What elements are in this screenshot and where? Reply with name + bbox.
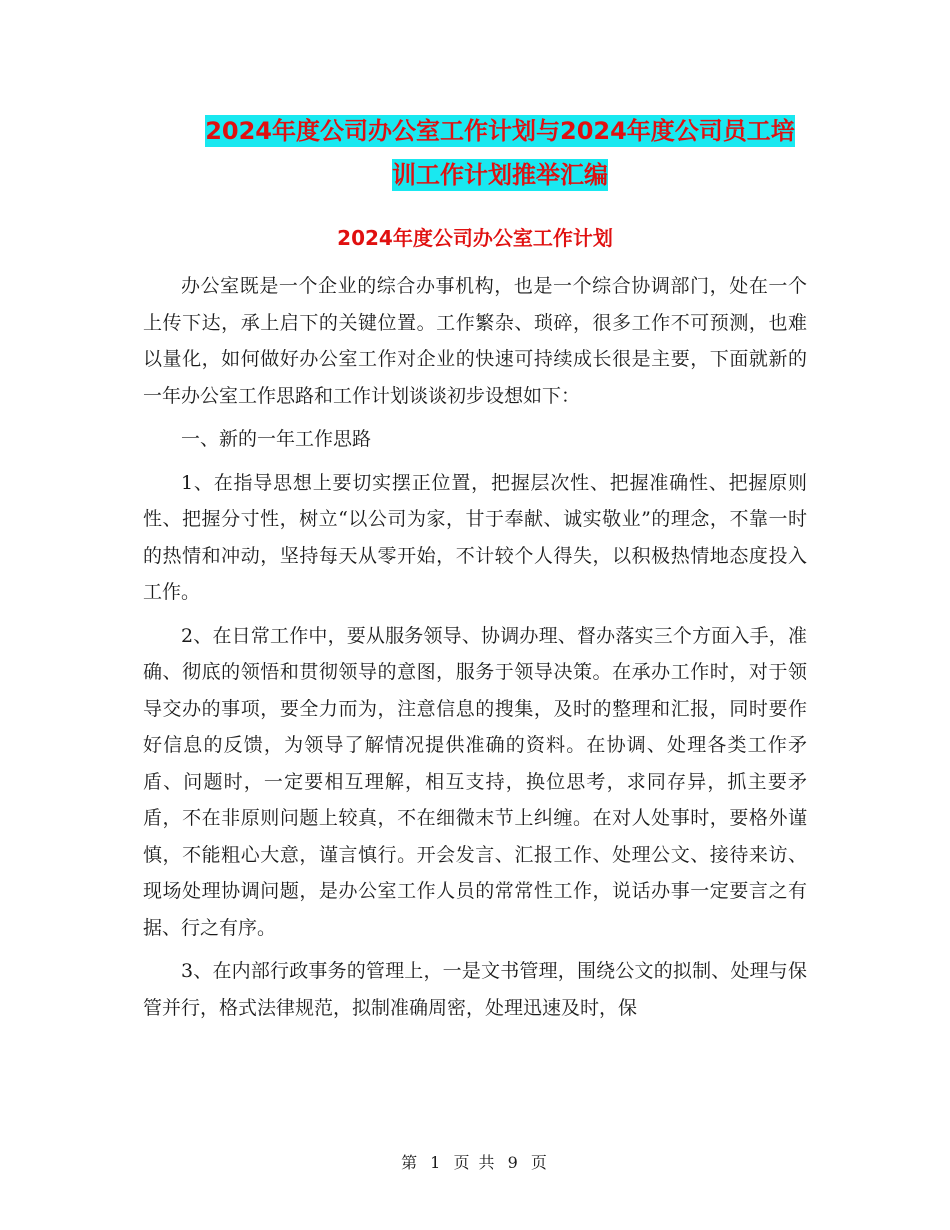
title-highlight: 训工作计划推举汇编 [392, 161, 608, 189]
page-current-number: 1 [430, 1153, 443, 1172]
paragraph-item-2: 2、在日常工作中，要从服务领导、协调办理、督办落实三个方面入手，准确、彻底的领悟和贯彻领导的意图，服务于领导决策。在承办工作时，对于领导交办的事项，要全力而为，注意信息的搜集，及时的整理和汇报，同时要作好信息的反馈，为领导了解情况提供准确的资料。在协调、处理各类工作矛盾、问题时，一定要相互理解，相互支持，换位思考，求同存异，抓主要矛盾，不在非原则问题上较真，不在细微末节上纠缠。在对人处事时，要格外谨慎，不能粗心大意，谨言慎行。开会发言、汇报工作、处理公文、接待来访、现场处理协调问题，是办公室工作人员的常常性工作，说话办事一定要言之有据、行之有序。 [143, 624, 807, 939]
paragraph-heading-1: 一、新的一年工作思路 [181, 428, 372, 450]
paragraph-item-1: 1、在指导思想上要切实摆正位置，把握层次性、把握准确性、把握原则性、把握分寸性，树立“以公司为家，甘于奉献、诚实敬业”的理念，不靠一时的热情和冲动，坚持每天从零开始，不计较个人得失，以积极热情地态度投入工作。 [143, 471, 807, 603]
footer-suffix: 页 [530, 1153, 549, 1172]
title-highlight: 2024年度公司办公室工作计划与2024年度公司员工培 [205, 117, 795, 145]
document-title-line-1 [140, 108, 860, 154]
paragraph-intro: 办公室既是一个企业的综合办事机构，也是一个综合协调部门，处在一个上传下达，承上启下的关键位置。工作繁杂、琐碎，很多工作不可预测，也难以量化，如何做好办公室工作对企业的快速可持续成长很是主要，下面就新的一年办公室工作思路和工作计划谈谈初步设想如下： [143, 275, 807, 407]
section-title: 2024年度公司办公室工作计划 [337, 226, 613, 250]
page-total-number: 9 [507, 1153, 520, 1172]
document-body [143, 268, 807, 1033]
document-title-line-2 [140, 152, 860, 198]
page-footer [0, 1150, 950, 1173]
footer-mid: 页 共 [453, 1153, 497, 1172]
footer-prefix: 第 [401, 1153, 420, 1172]
paragraph-item-3: 3、在内部行政事务的管理上，一是文书管理，围绕公文的拟制、处理与保管并行，格式法律规范，拟制准确周密，处理迅速及时，保 [143, 960, 807, 1019]
